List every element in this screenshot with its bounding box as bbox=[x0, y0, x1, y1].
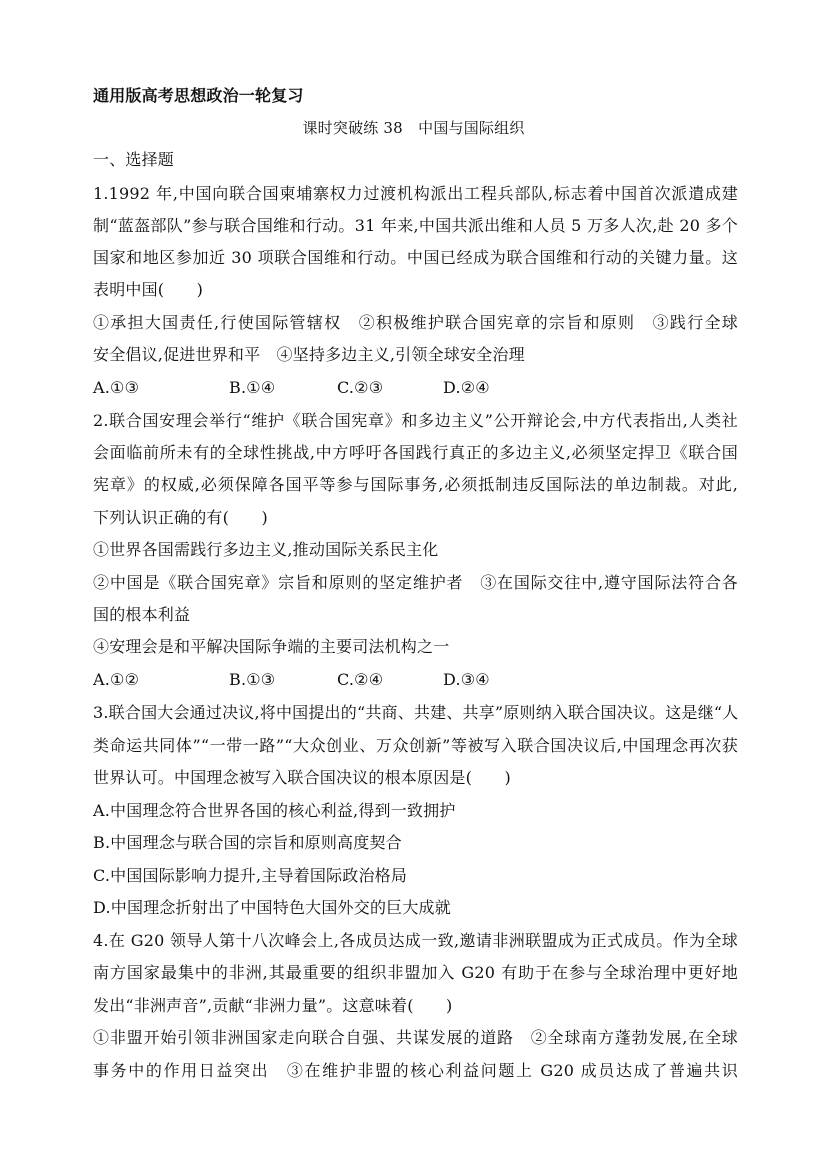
q2-option-b: B.①③ bbox=[229, 670, 276, 689]
q3-stem-line-1: 3.联合国大会通过决议,将中国提出的“共商、共建、共享”原则纳入联合国决议。这是继“人 bbox=[93, 703, 739, 722]
q1-option-b: B.①④ bbox=[229, 378, 276, 397]
q3-choice-c: C.中国国际影响力提升,主导着国际政治格局 bbox=[93, 866, 408, 885]
q3-choice-a: A.中国理念符合世界各国的核心利益,得到一致拥护 bbox=[93, 801, 456, 820]
q1-option-d: D.②④ bbox=[443, 378, 490, 397]
q4-statement-line-1: ①非盟开始引领非洲国家走向联合自强、共谋发展的道路 ②全球南方蓬勃发展,在全球 bbox=[93, 1028, 738, 1047]
section-heading: 一、选择题 bbox=[93, 150, 175, 169]
q4-stem-line-1: 4.在 G20 领导人第十八次峰会上,各成员达成一致,邀请非洲联盟成为正式成员。作为全球 bbox=[93, 931, 738, 950]
q2-stem-line-3: 宪章》的权威,必须保障各国平等参与国际事务,必须抵制违反国际法的单边制裁。对此, bbox=[93, 475, 738, 494]
document-title: 通用版高考思想政治一轮复习 bbox=[93, 86, 304, 105]
q1-stem-line-1: 1.1992 年,中国向联合国柬埔寨权力过渡机构派出工程兵部队,标志着中国首次派遣成建 bbox=[93, 184, 738, 203]
q1-statement-line-2: 安全倡议,促进世界和平 ④坚持多边主义,引领全球安全治理 bbox=[93, 345, 525, 364]
q1-stem-line-2: 制“蓝盔部队”参与联合国维和行动。31 年来,中国共派出维和人员 5 万多人次,赴 20 多个 bbox=[93, 216, 738, 235]
q2-option-c: C.②④ bbox=[337, 670, 384, 689]
q1-stem-line-4: 表明中国( ) bbox=[93, 280, 204, 299]
q3-stem-line-3: 世界认可。中国理念被写入联合国决议的根本原因是( ) bbox=[93, 768, 511, 787]
q2-option-a: A.①② bbox=[93, 670, 140, 689]
q2-statement-2-3-line-2: 国的根本利益 bbox=[93, 605, 191, 624]
q1-stem-line-3: 国家和地区参加近 30 项联合国维和行动。中国已经成为联合国维和行动的关键力量。这 bbox=[93, 248, 738, 267]
q3-stem-line-2: 类命运共同体”“一带一路”“大众创业、万众创新”等被写入联合国决议后,中国理念再次获 bbox=[93, 736, 738, 755]
q2-stem-line-4: 下列认识正确的有( ) bbox=[93, 508, 268, 527]
q2-stem-line-2: 会面临前所未有的全球性挑战,中方呼吁各国践行真正的多边主义,必须坚定捍卫《联合国 bbox=[93, 443, 738, 462]
q4-stem-line-2: 南方国家最集中的非洲,其最重要的组织非盟加入 G20 有助于在参与全球治理中更好地 bbox=[93, 963, 738, 982]
q1-option-c: C.②③ bbox=[337, 378, 384, 397]
q2-stem-line-1: 2.联合国安理会举行“维护《联合国宪章》和多边主义”公开辩论会,中方代表指出,人类社 bbox=[93, 411, 738, 430]
lesson-title: 课时突破练 38 中国与国际组织 bbox=[302, 119, 525, 137]
q2-option-d: D.③④ bbox=[443, 670, 490, 689]
q1-options bbox=[93, 378, 738, 398]
q1-statement-line-1: ①承担大国责任,行使国际管辖权 ②积极维护联合国宪章的宗旨和原则 ③践行全球 bbox=[93, 313, 738, 332]
q3-choice-b: B.中国理念与联合国的宗旨和原则高度契合 bbox=[93, 833, 402, 852]
q2-options bbox=[93, 670, 738, 690]
q2-statement-2-3-line-1: ②中国是《联合国宪章》宗旨和原则的坚定维护者 ③在国际交往中,遵守国际法符合各 bbox=[93, 573, 738, 592]
q4-statement-line-2: 事务中的作用日益突出 ③在维护非盟的核心利益问题上 G20 成员达成了普遍共识 bbox=[93, 1061, 738, 1080]
q3-choice-d: D.中国理念折射出了中国特色大国外交的巨大成就 bbox=[93, 898, 451, 917]
q2-statement-4: ④安理会是和平解决国际争端的主要司法机构之一 bbox=[93, 637, 450, 656]
q1-option-a: A.①③ bbox=[93, 378, 140, 397]
q2-statement-1: ①世界各国需践行多边主义,推动国际关系民主化 bbox=[93, 540, 439, 559]
q4-stem-line-3: 发出“非洲声音”,贡献“非洲力量”。这意味着( ) bbox=[93, 996, 453, 1015]
